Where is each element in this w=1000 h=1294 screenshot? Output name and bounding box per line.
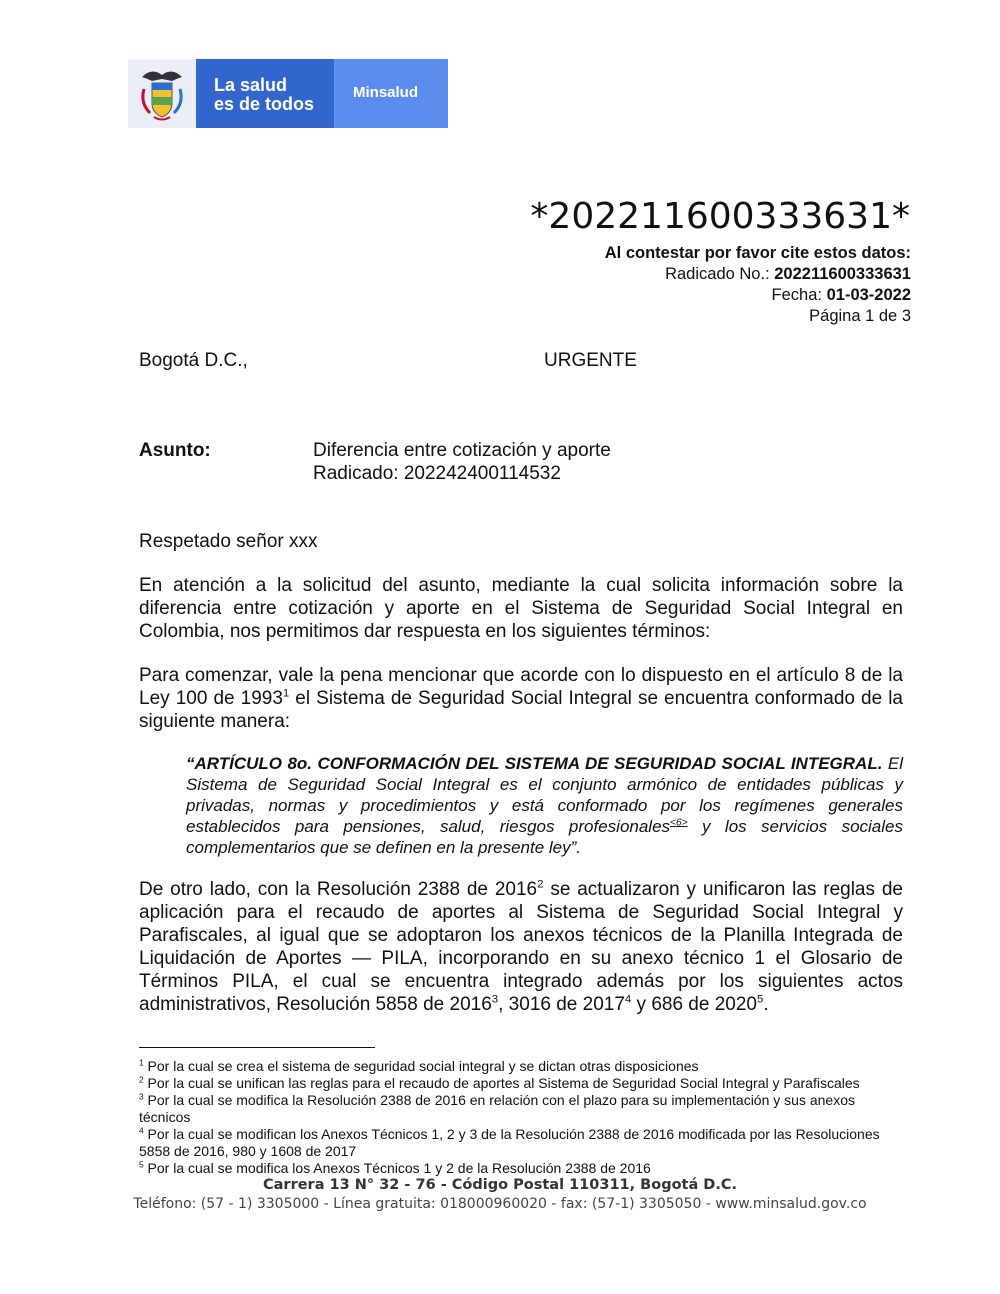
fecha-label: Fecha: [771, 286, 822, 304]
logo-brand-name: Minsalud [353, 84, 419, 101]
footer-address: Carrera 13 N° 32 - 76 - Código Postal 110311, Bogotá D.C. [263, 1177, 737, 1193]
footnote-5-num: 5 [139, 1159, 144, 1170]
footnote-ref-1: 1 [282, 687, 290, 700]
paragraph-2 [139, 664, 903, 733]
paragraph-3-b: se actualizaron y unificaron las reglas de aplicación para el recaudo de aportes al Sistema de Seguridad Social Integral y Parafiscales, al igual que se adoptaron los anexos técnicos de la Planilla Integrada de Liquidación de Aportes — PILA, incorporando en su anexo técnico 1 el Glosario de Términos PILA, el cual se encuentra integrado además por los siguientes actos administrativos, Resolución 5858 de 2016 [139, 879, 903, 1015]
paragraph-3-d: y 686 de 2020 [631, 994, 757, 1015]
quote-ref: <6> [670, 817, 688, 829]
logo-slogan [214, 76, 314, 114]
logo-slogan-line1: La salud [214, 75, 288, 95]
quote-text-b: y los servicios sociales complementarios que se definen en la presente ley”. [186, 817, 903, 857]
greeting: Respetado señor xxx [139, 531, 318, 552]
footnote-ref-2: 2 [537, 878, 544, 891]
footnote-2 [139, 1075, 899, 1092]
footnote-5-text: Por la cual se modifica los Anexos Técnicos 1 y 2 de la Resolución 2388 de 2016 [143, 1160, 651, 1176]
city: Bogotá D.C., [139, 350, 248, 371]
paragraph-3-c: , 3016 de 2017 [498, 994, 625, 1015]
fecha-value: 01-03-2022 [826, 286, 911, 304]
footnote-ref-3: 3 [491, 993, 499, 1006]
footnote-4-text: Por la cual se modifican los Anexos Técnicos 1, 2 y 3 de la Resolución 2388 de 2016 modificada por las Resoluciones 5858 de 2016, 980 y 1608 de 2017 [139, 1126, 880, 1159]
paragraph-2-b: el Sistema de Seguridad Social Integral se encuentra conformado de la siguiente manera: [139, 688, 903, 732]
asunto-label: Asunto: [139, 440, 211, 461]
footnote-3-text: Por la cual se modifica la Resolución 2388 de 2016 en relación con el plazo para su implementación y sus anexos técnicos [139, 1092, 855, 1125]
colombia-coat-of-arms-icon [128, 59, 196, 128]
footnote-3 [139, 1092, 899, 1126]
footnote-1 [139, 1058, 899, 1075]
footnote-1-text: Por la cual se crea el sistema de seguridad social integral y se dictan otras disposiciones [143, 1058, 699, 1074]
page-number: Página 1 de 3 [809, 307, 911, 325]
footnote-5 [139, 1160, 899, 1177]
footnote-4 [139, 1126, 899, 1160]
paragraph-1: En atención a la solicitud del asunto, mediante la cual solicita información sobre la diferencia entre cotización y aporte en el Sistema de Seguridad Social Integral en Colombia, nos permitimos dar respuesta en los siguientes términos: [139, 575, 903, 642]
footnote-1-num: 1 [139, 1057, 144, 1068]
footnote-ref-5: 5 [756, 993, 764, 1006]
footnote-2-text: Por la cual se unifican las reglas para el recaudo de aportes al Sistema de Seguridad Social Integral y Parafiscales [143, 1075, 860, 1091]
footnote-4-num: 4 [139, 1125, 144, 1136]
footnote-3-num: 3 [139, 1091, 144, 1102]
asunto-line1: Diferencia entre cotización y aporte [313, 440, 611, 461]
radicado-label: Radicado No.: [665, 265, 770, 283]
cite-label: Al contestar por favor cite estos datos: [604, 244, 911, 262]
law-quote [186, 753, 903, 858]
footnote-ref-4: 4 [624, 993, 632, 1006]
barcode-text: *202211600333631* [530, 196, 910, 237]
paragraph-3 [139, 878, 903, 1016]
minsalud-logo [128, 59, 448, 128]
footnote-separator [139, 1047, 375, 1048]
paragraph-3-e: . [763, 994, 769, 1015]
paragraph-2-a: Para comenzar, vale la pena mencionar que acorde con lo dispuesto en el artículo 8 de la Ley 100 de 1993 [139, 665, 903, 709]
footer-contact: Teléfono: (57 - 1) 3305000 - Línea gratuita: 018000960020 - fax: (57-1) 3305050 - www.minsalud.gov.co [133, 1196, 867, 1212]
logo-slogan-line2: es de todos [214, 94, 315, 114]
radicado-line [665, 265, 911, 284]
radicado-value: 202211600333631 [774, 265, 911, 283]
fecha-line [772, 286, 911, 305]
quote-title: “ARTÍCULO 8o. CONFORMACIÓN DEL SISTEMA DE SEGURIDAD SOCIAL INTEGRAL. [186, 754, 883, 773]
asunto-line2: Radicado: 202242400114532 [313, 463, 561, 484]
footnote-2-num: 2 [139, 1074, 144, 1085]
quote-text-a: El Sistema de Seguridad Social Integral es el conjunto armónico de entidades públicas y privadas, normas y procedimientos y está conformado por los regímenes generales establecidos para pensiones, salud, riesgos profesionales [186, 754, 904, 836]
urgency: URGENTE [544, 350, 637, 371]
paragraph-3-a: De otro lado, con la Resolución 2388 de 2016 [139, 879, 538, 900]
